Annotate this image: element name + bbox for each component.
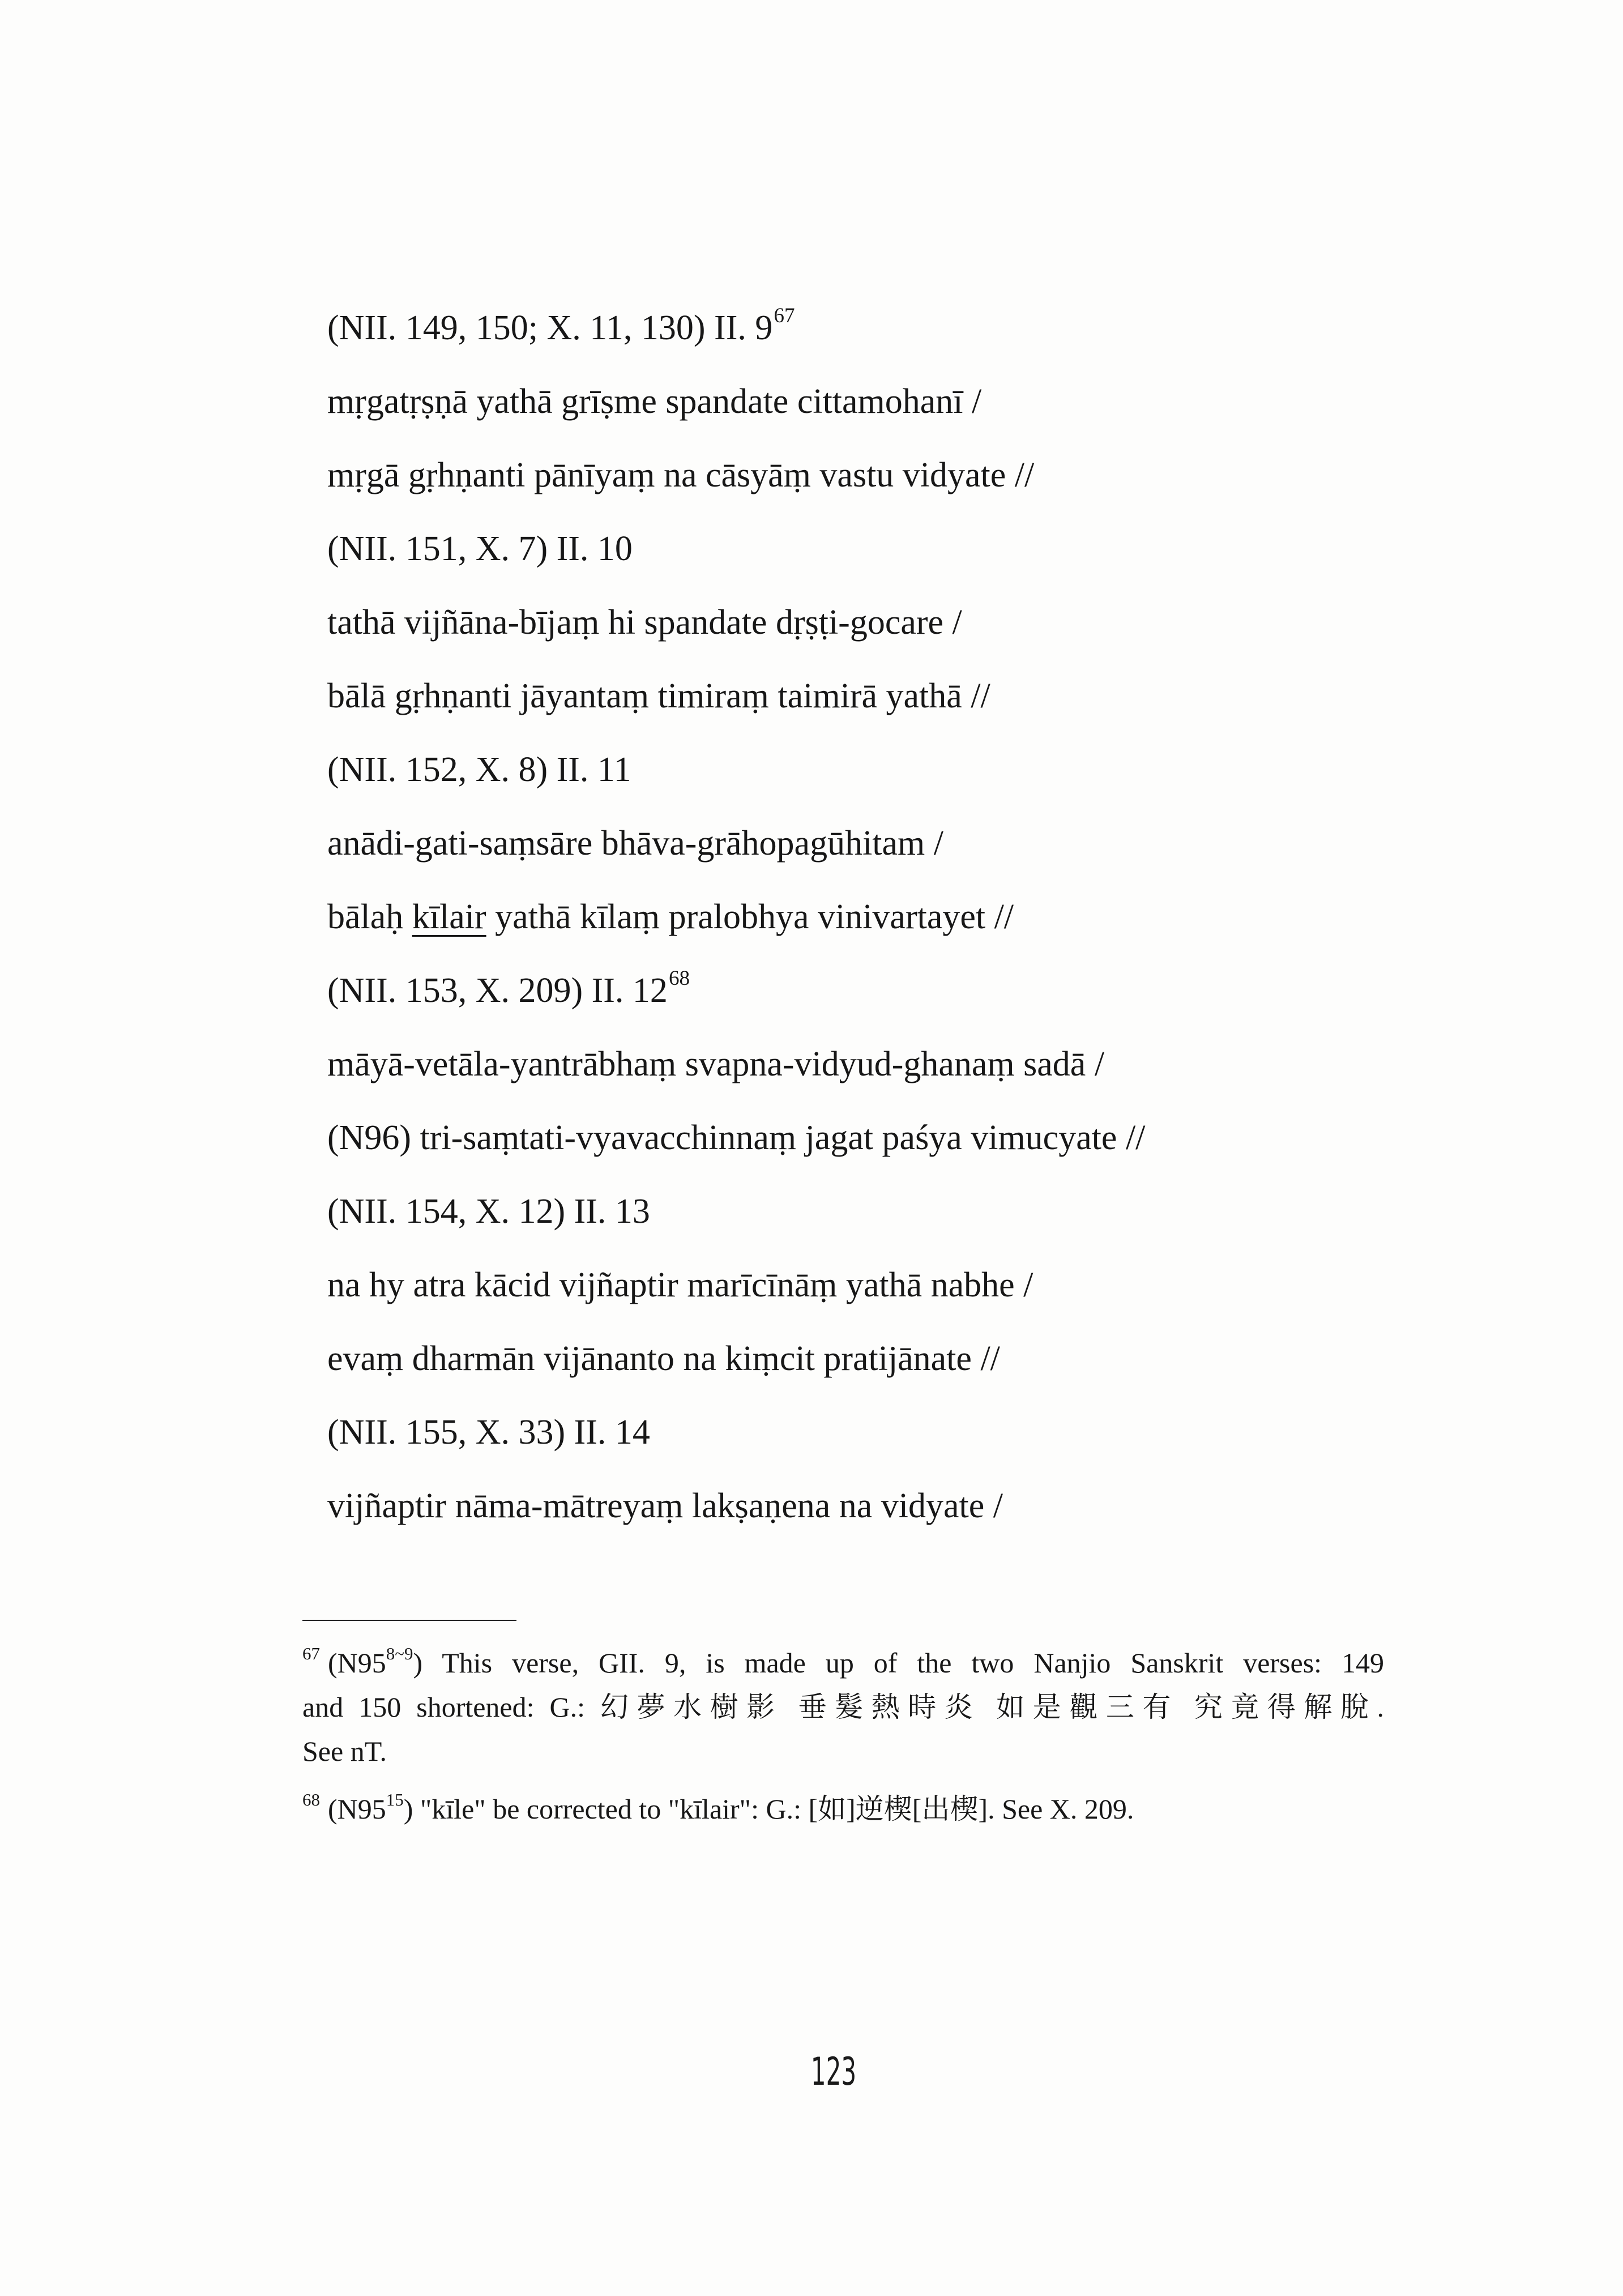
footnote-number: 68	[302, 1789, 320, 1810]
footnote-line: $^{67}$ $(N95^{8\sim 9})$ This verse, GII. 9, is made up of the two Nanjio Sanskrit verses: 149	[302, 1643, 1384, 1679]
footnote-source-marker: 15	[386, 1789, 404, 1810]
footnote-line: See nT.	[302, 1735, 387, 1767]
verse-line: anādi-gati-saṃsāre bhāva-grāhopagūhitam /	[327, 824, 943, 863]
footnote-number: 67	[302, 1643, 320, 1663]
verse-line: mṛgatṛṣṇā yathā grīṣme spandate cittamohanī /	[327, 382, 982, 421]
page-number: 123	[810, 2050, 857, 2094]
footnote-source: (N95	[328, 1793, 386, 1825]
verse-line: tathā vijñāna-bījaṃ hi spandate dṛṣṭi-gocare /	[327, 603, 962, 642]
verse-line: bālaḥ kīlair yathā kīlaṃ pralobhya vinivartayet //	[327, 898, 1014, 936]
verse-line: mṛgā gṛhṇanti pānīyaṃ na cāsyāṃ vastu vidyate //	[327, 456, 1035, 494]
footnote-line: $^{68}$ $(N95^{15})$ "kīle" be corrected to "kīlair": G.: [如]逆楔[出楔]. See X. 209.	[302, 1789, 1134, 1825]
verse-reference: (NII. 154, X. 12) II. 13	[327, 1192, 650, 1231]
footnote-source-marker: 8~9	[386, 1643, 413, 1663]
footnote-marker: 68	[668, 967, 690, 991]
verse-reference: (NII. 149, 150; X. 11, 130) II. 9$^{67}$	[327, 304, 795, 347]
footnote-68	[302, 1787, 1384, 1831]
verse-line: evaṃ dharmān vijānanto na kiṃcit pratijānate //	[327, 1339, 1000, 1378]
footnote-divider	[302, 1620, 516, 1621]
verse-reference: (NII. 152, X. 8) II. 11	[327, 750, 631, 789]
footnote-67	[302, 1641, 1384, 1773]
verse-line: bālā gṛhṇanti jāyantaṃ timiraṃ taimirā yathā //	[327, 677, 990, 715]
footnote-line: and 150 shortened: G.: 幻夢水樹影 垂髮熱時炎 如是觀三有 究竟得解脫.	[302, 1691, 1384, 1723]
verse-reference: (NII. 155, X. 33) II. 14	[327, 1413, 650, 1452]
footnote-source: (N95	[328, 1647, 386, 1679]
underlined-word: kīlair	[412, 898, 486, 936]
verse-text	[327, 291, 1145, 1543]
verse-line: māyā-vetāla-yantrābhaṃ svapna-vidyud-ghanaṃ sadā /	[327, 1045, 1105, 1083]
verse-line: vijñaptir nāma-mātreyaṃ lakṣaṇena na vidyate /	[327, 1487, 1003, 1525]
verse-line: na hy atra kācid vijñaptir marīcīnāṃ yathā nabhe /	[327, 1266, 1033, 1304]
verse-line: (N96) tri-saṃtati-vyavacchinnaṃ jagat paśya vimucyate //	[327, 1119, 1146, 1157]
verse-reference: (NII. 153, X. 209) II. 12$^{68}$	[327, 967, 690, 1010]
footnote-marker: 67	[774, 304, 795, 328]
verse-reference: (NII. 151, X. 7) II. 10	[327, 530, 633, 568]
